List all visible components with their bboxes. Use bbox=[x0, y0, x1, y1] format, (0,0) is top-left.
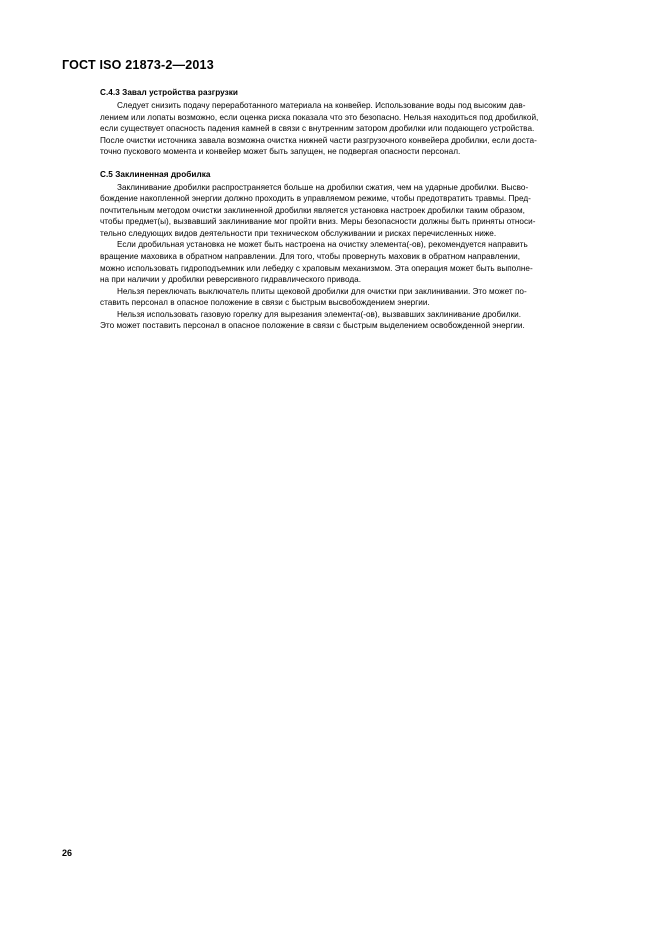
text-line: можно использовать гидроподъемник или лебедку с храповым механизмом. Эта операция может быть выполне- bbox=[100, 263, 533, 273]
paragraph-c5-4 bbox=[100, 309, 600, 332]
text-line: После очистки источника завала возможна очистка нижней части разгрузочного конвейера дробилки, если доста- bbox=[100, 135, 537, 145]
section-c5 bbox=[100, 170, 600, 332]
text-line: точно пускового момента и конвейер может быть запущен, не подвергая опасности персонал. bbox=[100, 147, 461, 157]
text-line: бождение накопленной энергии должно проходить в управляемом режиме, чтобы предотвратить травмы. Пред- bbox=[100, 194, 531, 204]
text-line: если существует опасность падения камней в связи с внутренним затором дробилки или подающего устройства. bbox=[100, 124, 535, 134]
text-line: почтительным методом очистки заклиненной дробилки является установка настроек дробилки таким образом, bbox=[100, 205, 525, 215]
paragraph-c43-1 bbox=[100, 100, 600, 158]
text-line: Нельзя использовать газовую горелку для вырезания элемента(-ов), вызвавших заклинивание дробилки. bbox=[117, 309, 522, 319]
text-line: вращение маховика в обратном направлении. Для того, чтобы провернуть маховик в обратном направлении, bbox=[100, 252, 521, 262]
paragraph-c5-3 bbox=[100, 286, 600, 309]
text-line: чтобы предмет(ы), вызвавший заклинивание мог пройти вниз. Меры безопасности должны быть приняты относи- bbox=[100, 217, 536, 227]
text-line: Если дробильная установка не может быть настроена на очистку элемента(-ов), рекомендуется направить bbox=[117, 240, 528, 250]
page-number: 26 bbox=[62, 848, 73, 858]
page-header-standard-number: ГОСТ ISO 21873-2—2013 bbox=[62, 58, 214, 72]
text-line: тельно следующих видов деятельности при техническом обслуживании и рисках перечисленных ниже. bbox=[100, 228, 497, 238]
document-body bbox=[100, 88, 600, 332]
text-line: на при наличии у дробилки реверсивного гидравлического привода. bbox=[100, 275, 362, 285]
text-line: лением или лопаты возможно, если оценка риска показала что это безопасно. Нельзя находиться под дробилкой, bbox=[100, 112, 539, 122]
text-line: Заклинивание дробилки распространяется больше на дробилки сжатия, чем на ударные дробилки. Высво- bbox=[117, 182, 529, 192]
section-c43 bbox=[100, 88, 600, 158]
text-line: Нельзя переключать выключатель плиты щековой дробилки для очистки при заклинивании. Это может по- bbox=[117, 286, 527, 296]
paragraph-c5-1 bbox=[100, 182, 600, 240]
section-heading-c43: С.4.3 Завал устройства разгрузки bbox=[100, 88, 239, 97]
text-line: ставить персонал в опасное положение в связи с быстрым высвобождением энергии. bbox=[100, 298, 430, 308]
text-line: Следует снизить подачу переработанного материала на конвейер. Использование воды под высоким дав- bbox=[117, 101, 526, 110]
paragraph-c5-2 bbox=[100, 239, 600, 285]
text-line: Это может поставить персонал в опасное положение в связи с быстрым выделением освобожденной энергии. bbox=[100, 321, 525, 331]
section-heading-c5: С.5 Заклиненная дробилка bbox=[100, 169, 211, 179]
